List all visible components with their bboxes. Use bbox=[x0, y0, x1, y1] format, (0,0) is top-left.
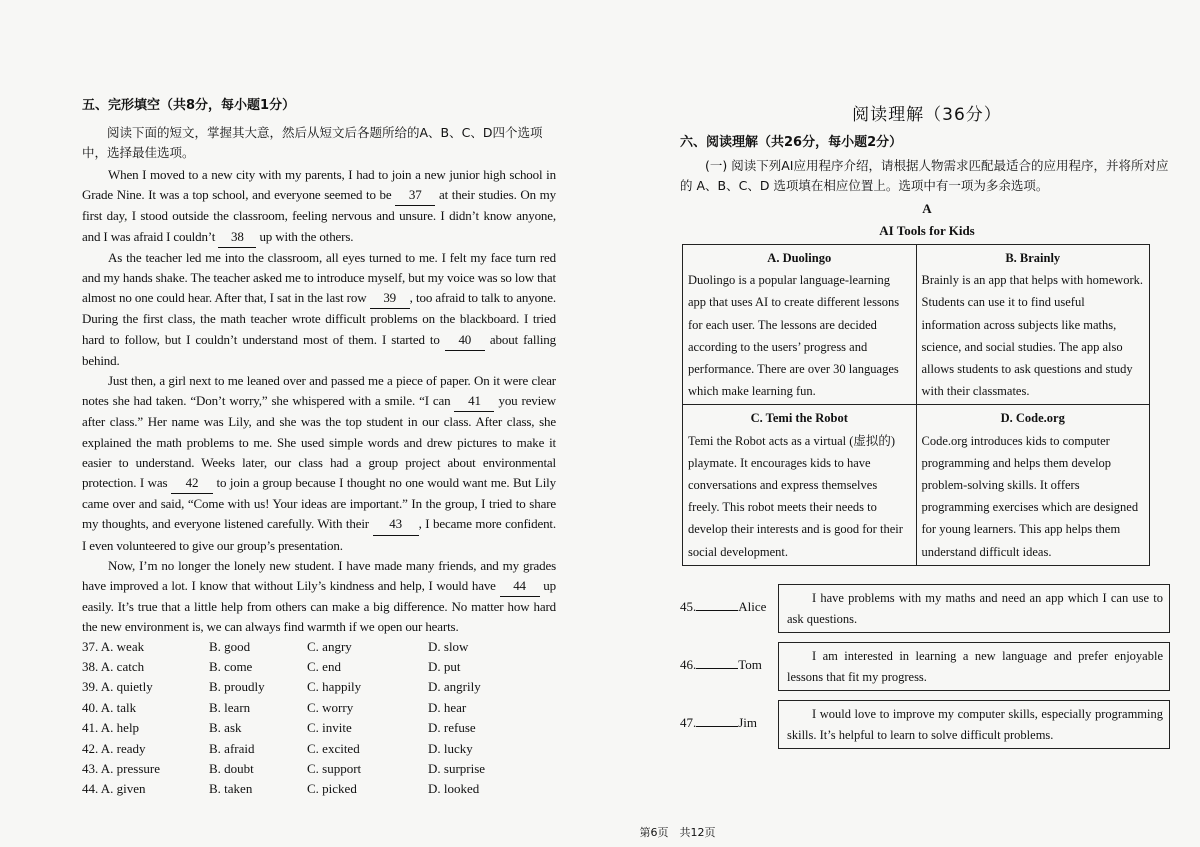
blank-38: 38 bbox=[218, 227, 256, 248]
reading-section bbox=[680, 96, 1174, 750]
option-d: D. surprise bbox=[428, 761, 486, 777]
app-description: Duolingo is a popular language-learning app that uses AI to create different lessons for each user. The lessons are decided according to the users’ progress and performance. There are over 30 languages which make learning fun. bbox=[688, 273, 900, 399]
question-number: 47. bbox=[680, 714, 697, 730]
blank-44: 44 bbox=[500, 576, 540, 597]
option-b: B. doubt bbox=[209, 761, 254, 777]
blank-37: 37 bbox=[395, 185, 435, 206]
option-row bbox=[82, 700, 485, 720]
option-a: 41. A. help bbox=[82, 720, 140, 736]
apps-table bbox=[682, 244, 1150, 566]
option-b: B. come bbox=[209, 659, 253, 675]
option-a: 39. A. quietly bbox=[82, 679, 153, 695]
cloze-section-title: 五、完形填空（共8分，每小题1分） bbox=[82, 98, 296, 113]
option-b: B. good bbox=[209, 638, 251, 654]
reading-part-title: 阅读理解（36分） bbox=[852, 105, 1002, 125]
option-b: B. learn bbox=[209, 699, 251, 715]
option-c: C. picked bbox=[307, 781, 357, 797]
text-run: you review after class.” Her name was Lily, and she was the top student in our class. After class, she explained the math problems to me. She used simple words and drew pictures to make it easier to understand. Weeks later, our class had a group project about environmental protection. I was bbox=[82, 393, 556, 491]
cloze-paragraph-3 bbox=[82, 371, 556, 556]
option-d: D. looked bbox=[428, 781, 480, 797]
option-b: B. taken bbox=[209, 781, 253, 797]
match-label bbox=[680, 598, 776, 615]
reading-instruction: (一) 阅读下列AI应用程序介绍，请根据人物需求匹配最适合的应用程序，并将所对应的 A、B、C、D 选项填在相应位置上。选项中有一项为多余选项。 bbox=[680, 158, 1169, 193]
option-b: B. ask bbox=[209, 720, 242, 736]
option-c: C. end bbox=[307, 659, 341, 675]
app-description: Temi the Robot acts as a virtual (虚拟的) playmate. It encourages kids to have conversations and express themselves freely. This robot meets their needs to develop their interests and is good for their social development. bbox=[688, 433, 903, 559]
text-run: to join a group because I thought no one would want me. But Lily came over and said, “Come with us! Your ideas are important.” In the group, I tried to share my thoughts, and everyone listened carefully. With their bbox=[82, 475, 556, 532]
match-label bbox=[680, 656, 776, 673]
blank-40: 40 bbox=[445, 330, 485, 351]
need-statement: I would love to improve my computer skills, especially programming skills. It’s helpful to learn to solve difficult problems. bbox=[778, 700, 1170, 749]
blank-39: 39 bbox=[370, 288, 410, 309]
text-run: Now, I’m no longer the lonely new student. I have made many friends, and my grades have improved a lot. I know that without Lily’s kindness and help, I would have bbox=[82, 557, 556, 594]
app-cell-b bbox=[916, 245, 1150, 405]
option-row bbox=[82, 659, 485, 679]
passage-letter: A bbox=[922, 201, 932, 216]
question-number: 45. bbox=[680, 598, 697, 614]
app-cell-a bbox=[683, 245, 917, 405]
text-run: about falling behind. bbox=[82, 331, 557, 368]
option-d: D. refuse bbox=[428, 720, 476, 736]
answer-blank[interactable] bbox=[696, 656, 738, 669]
cloze-options-table bbox=[82, 639, 485, 802]
text-run: up easily. It’s true that a little help from others can make a big difference. No matter how hard the new environment is, we can always find warmth if we open our hearts. bbox=[82, 578, 556, 635]
person-name: Tom bbox=[738, 656, 762, 672]
cloze-paragraph-1 bbox=[82, 165, 556, 248]
option-row bbox=[82, 720, 485, 740]
option-b: B. afraid bbox=[209, 740, 255, 756]
reading-section-title: 六、阅读理解（共26分，每小题2分） bbox=[680, 135, 903, 150]
blank-42: 42 bbox=[171, 473, 213, 494]
app-name: D. Code.org bbox=[1000, 411, 1065, 426]
app-description: Brainly is an app that helps with homework. Students can use it to find useful information across subjects like maths, science, and social studies. The app also allows students to ask questions and study with their classmates. bbox=[921, 273, 1143, 399]
apps-row bbox=[683, 405, 1150, 565]
option-c: C. angry bbox=[307, 638, 352, 654]
text-run: , I became more confident. I even volunteered to give our group’s presentation. bbox=[82, 516, 556, 553]
option-d: D. lucky bbox=[428, 740, 473, 756]
question-number: 46. bbox=[680, 656, 697, 672]
answer-blank[interactable] bbox=[696, 598, 738, 611]
answer-blank[interactable] bbox=[696, 714, 738, 727]
apps-row bbox=[683, 245, 1150, 405]
text-run: up with the others. bbox=[256, 228, 354, 244]
page-number-footer: 第6页 共12页 bbox=[639, 826, 716, 839]
option-d: D. angrily bbox=[428, 679, 481, 695]
option-d: D. slow bbox=[428, 638, 469, 654]
option-row bbox=[82, 781, 485, 801]
option-a: 40. A. talk bbox=[82, 699, 137, 715]
option-row bbox=[82, 741, 485, 761]
blank-43: 43 bbox=[373, 514, 419, 535]
need-statement: I am interested in learning a new language and prefer enjoyable lessons that fit my progress. bbox=[778, 642, 1170, 691]
app-cell-c bbox=[683, 405, 917, 565]
option-a: 43. A. pressure bbox=[82, 761, 160, 777]
cloze-instruction: 阅读下面的短文，掌握其大意，然后从短文后各题所给的A、B、C、D四个选项中，选择最佳选项。 bbox=[82, 125, 543, 160]
text-run: , too afraid to talk to anyone. During the first class, the math teacher wrote difficult problems on the blackboard. I tried hard to follow, but I couldn’t understand most of them. I started to bbox=[82, 290, 556, 347]
option-c: C. excited bbox=[307, 740, 360, 756]
option-d: D. hear bbox=[428, 699, 467, 715]
option-a: 37. A. weak bbox=[82, 638, 145, 654]
match-question-45 bbox=[680, 584, 1174, 634]
match-question-46 bbox=[680, 642, 1174, 692]
need-statement: I have problems with my maths and need an app which I can use to ask questions. bbox=[778, 584, 1170, 633]
option-c: C. happily bbox=[307, 679, 362, 695]
blank-41: 41 bbox=[454, 391, 494, 412]
app-name: A. Duolingo bbox=[767, 251, 832, 265]
option-a: 42. A. ready bbox=[82, 740, 146, 756]
option-d: D. put bbox=[428, 659, 461, 675]
option-c: C. invite bbox=[307, 720, 352, 736]
option-row bbox=[82, 639, 485, 659]
option-b: B. proudly bbox=[209, 679, 265, 695]
match-question-47 bbox=[680, 700, 1174, 750]
text-run: When I moved to a new city with my parents, I had to join a new junior high school in Grade Nine. It was a top school, and everyone seemed to be bbox=[82, 167, 556, 203]
text-run: at their studies. On my first day, I stood outside the classroom, feeling nervous and unsure. I didn’t know anyone, and I was afraid I couldn’t bbox=[82, 187, 556, 244]
option-c: C. worry bbox=[307, 699, 354, 715]
app-name: C. Temi the Robot bbox=[750, 411, 848, 426]
option-row bbox=[82, 761, 485, 781]
table-title: AI Tools for Kids bbox=[879, 223, 975, 238]
cloze-paragraph-2 bbox=[82, 248, 556, 371]
option-row bbox=[82, 679, 485, 699]
person-name: Jim bbox=[738, 714, 758, 730]
app-description: Code.org introduces kids to computer programming and helps them develop problem-solving skills. It offers programming exercises which are designed for young learners. This app helps them understand difficult ideas. bbox=[921, 433, 1139, 559]
text-run: Just then, a girl next to me leaned over and passed me a piece of paper. On it were clear notes she had taken. “Don’t worry,” she whispered with a smile. “I can bbox=[82, 373, 556, 409]
app-cell-d bbox=[916, 405, 1150, 565]
cloze-section bbox=[82, 94, 556, 802]
person-name: Alice bbox=[738, 598, 767, 614]
app-name: B. Brainly bbox=[1005, 251, 1061, 265]
cloze-paragraph-4 bbox=[82, 556, 556, 638]
option-a: 44. A. given bbox=[82, 781, 146, 797]
option-c: C. support bbox=[307, 761, 362, 777]
text-run: As the teacher led me into the classroom, all eyes turned to me. I felt my face turn red and my hands shake. The teacher asked me to introduce myself, but my voice was so low that almost no one could hear. After that, I sat in the last row bbox=[82, 249, 556, 306]
option-a: 38. A. catch bbox=[82, 659, 145, 675]
match-label bbox=[680, 714, 776, 731]
